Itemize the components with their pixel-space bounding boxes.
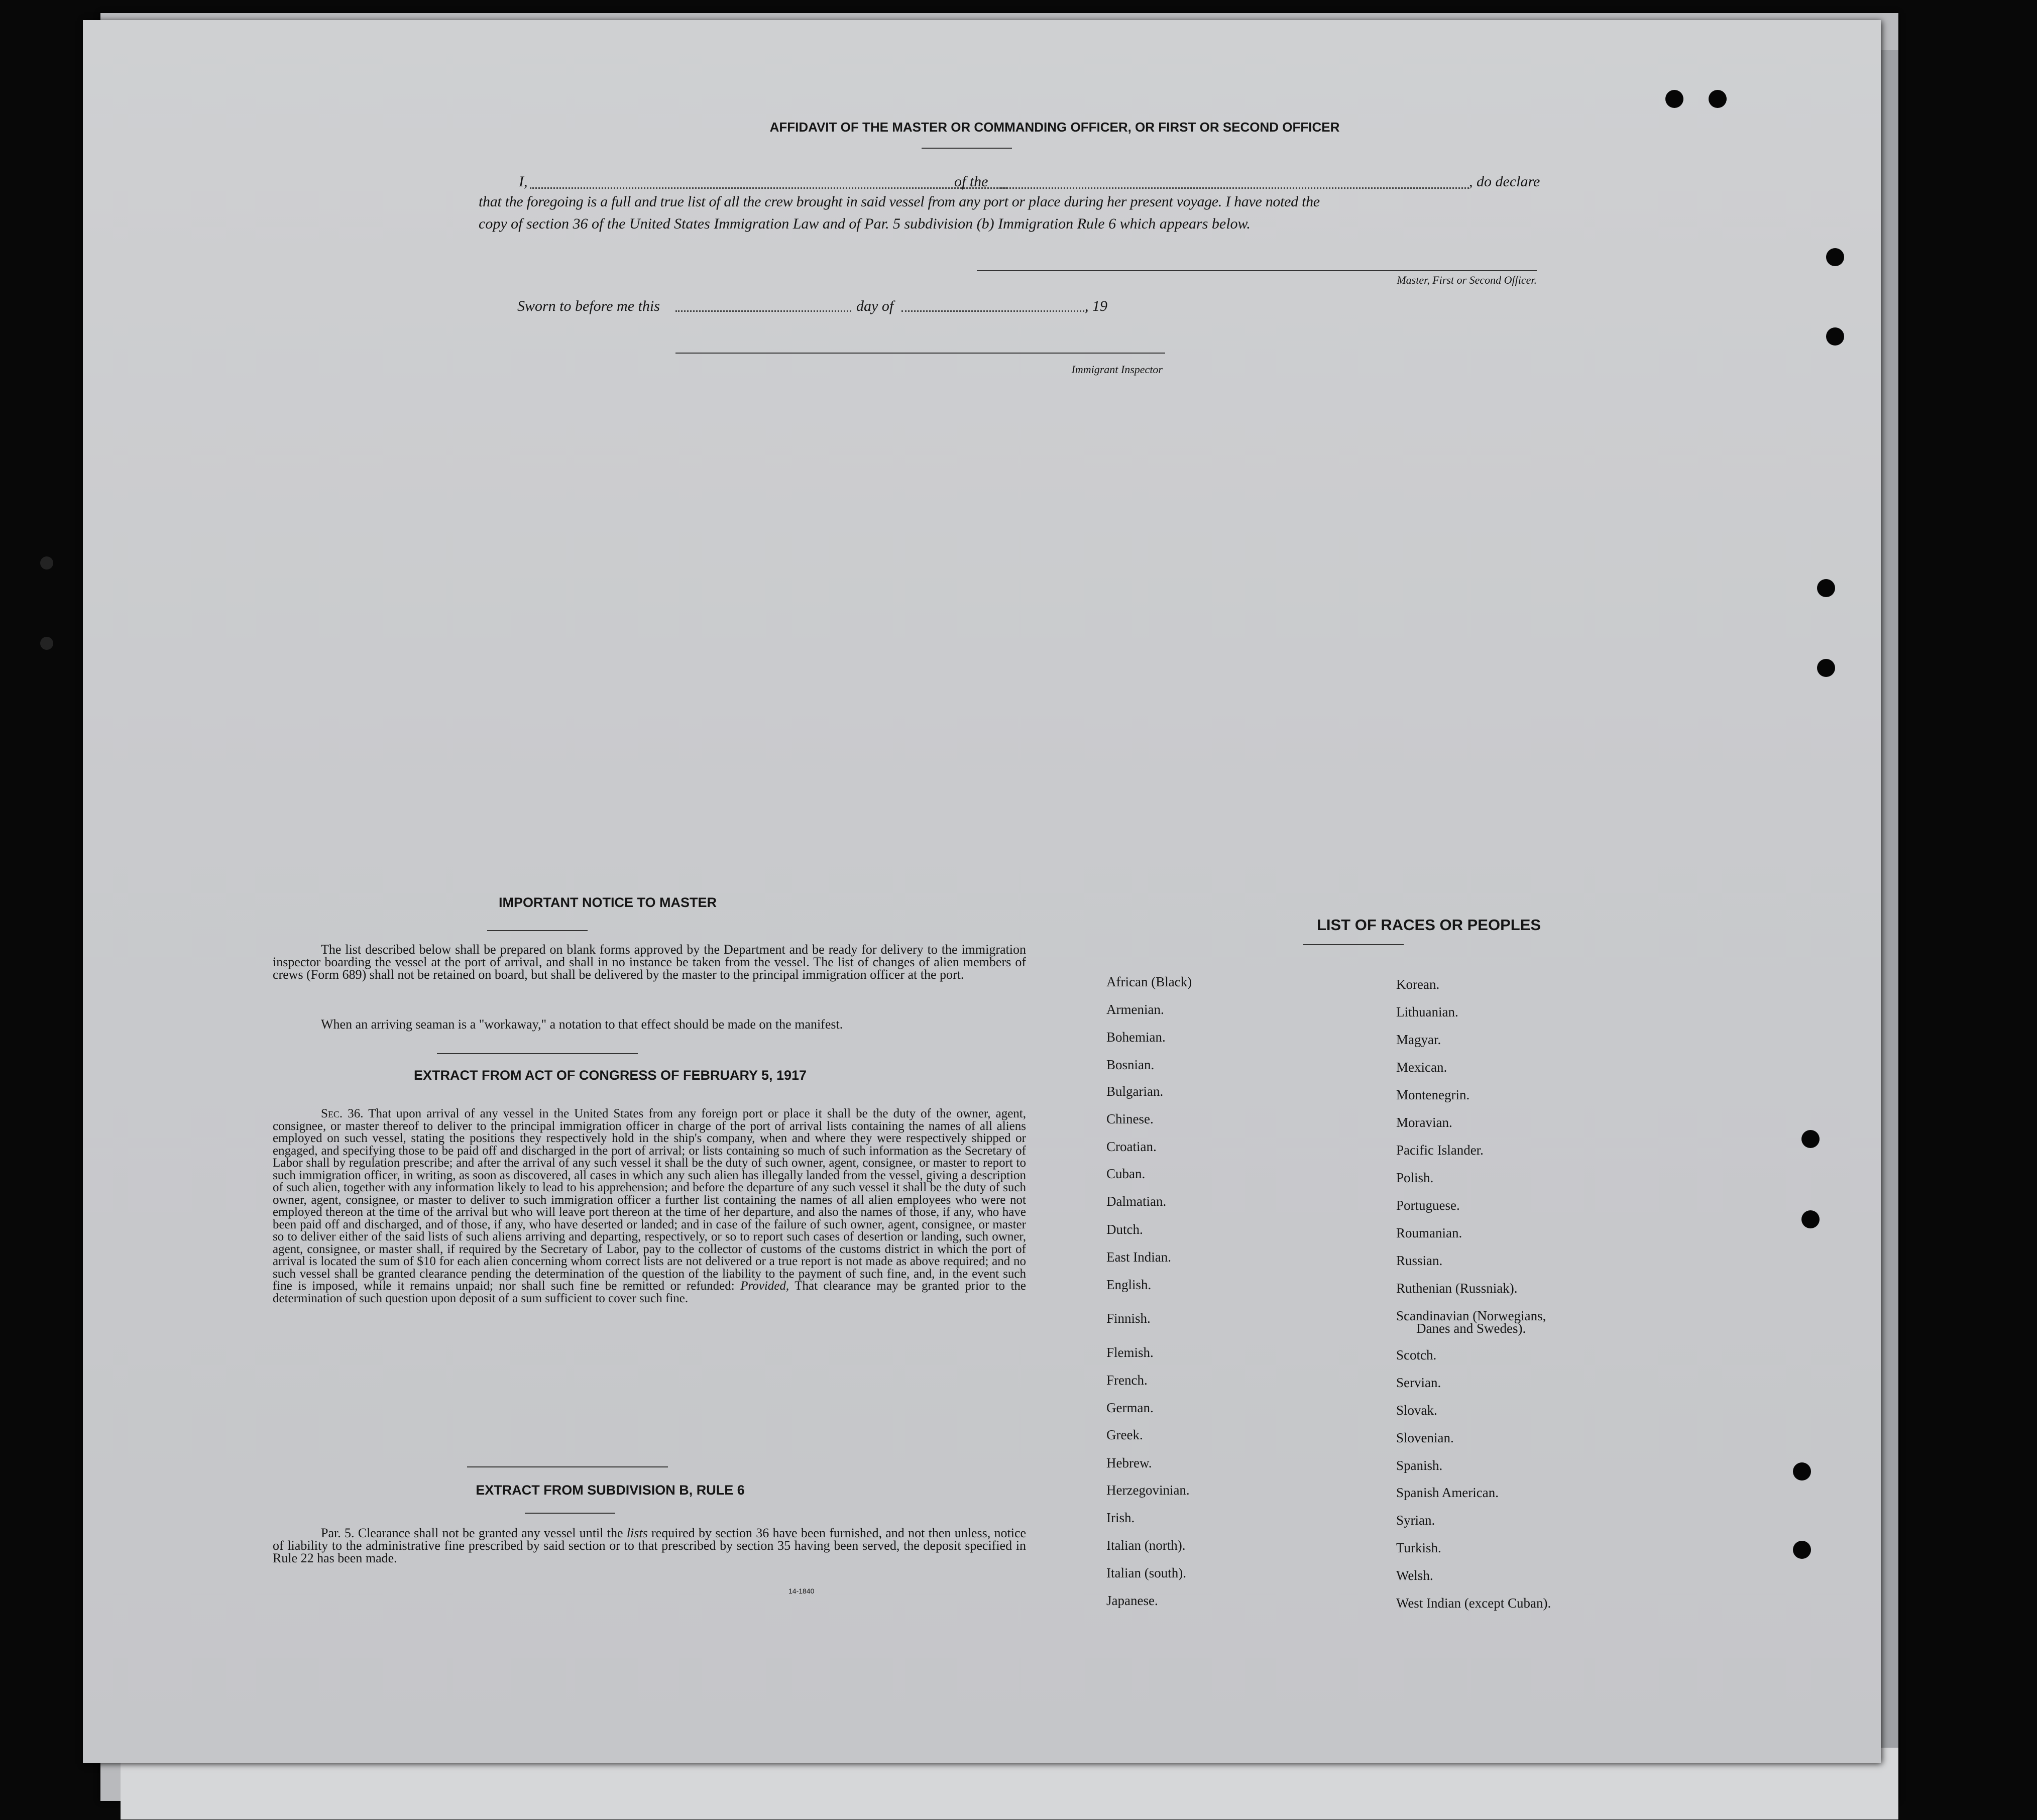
affidavit-i: I, bbox=[519, 173, 528, 190]
right-race-item: Welsh. bbox=[1396, 1568, 1433, 1583]
right-race-item: Turkish. bbox=[1396, 1540, 1441, 1555]
right-race-item: Spanish. bbox=[1396, 1458, 1443, 1473]
lists-word: lists bbox=[626, 1526, 648, 1540]
right-race-item: Polish. bbox=[1396, 1170, 1434, 1185]
extract-rule-title: EXTRACT FROM SUBDIVISION B, RULE 6 bbox=[476, 1483, 745, 1498]
left-race-item: Italian (south). bbox=[1106, 1565, 1186, 1580]
extract-act-text bbox=[273, 1108, 1026, 1305]
left-race-item: Cuban. bbox=[1106, 1166, 1146, 1181]
right-race-item: Magyar. bbox=[1396, 1032, 1441, 1047]
affidavit-title: AFFIDAVIT OF THE MASTER OR COMMANDING OFFICER, OR FIRST OR SECOND OFFICER bbox=[769, 120, 1340, 135]
right-race-item: Montenegrin. bbox=[1396, 1087, 1470, 1102]
left-race-item: Dutch. bbox=[1106, 1222, 1143, 1237]
binder-hole bbox=[40, 637, 53, 650]
sec-36-end: That clearance may be granted prior to the determination of such question upon deposit of a sum sufficient to cover such fine. bbox=[273, 1279, 1026, 1305]
binder-hole bbox=[1817, 579, 1835, 597]
form-number: 14-1840 bbox=[788, 1587, 815, 1595]
left-race-item: Japanese. bbox=[1106, 1593, 1158, 1608]
sworn-prefix: Sworn to before me this bbox=[517, 298, 660, 314]
affidavit-of-the: of the bbox=[954, 173, 988, 190]
left-race-item: Flemish. bbox=[1106, 1345, 1154, 1360]
right-race-item: Portuguese. bbox=[1396, 1198, 1460, 1213]
left-race-item: Bosnian. bbox=[1106, 1057, 1155, 1072]
right-race-item: West Indian (except Cuban). bbox=[1396, 1596, 1551, 1611]
inspector-signature-line bbox=[675, 353, 1165, 354]
binder-hole bbox=[1793, 1462, 1811, 1481]
master-signature-line bbox=[977, 270, 1537, 271]
left-race-item: Croatian. bbox=[1106, 1139, 1157, 1154]
right-race-item-continuation: Danes and Swedes). bbox=[1416, 1321, 1526, 1336]
right-race-item: Lithuanian. bbox=[1396, 1004, 1458, 1019]
binder-hole bbox=[1709, 90, 1727, 108]
right-race-item: Ruthenian (Russniak). bbox=[1396, 1281, 1518, 1296]
right-race-item: Roumanian. bbox=[1396, 1225, 1462, 1240]
left-race-item: Bulgarian. bbox=[1106, 1084, 1164, 1099]
left-race-item: East Indian. bbox=[1106, 1249, 1171, 1265]
sworn-day-blank bbox=[675, 310, 851, 312]
extract-rule-text bbox=[273, 1527, 1026, 1564]
right-race-item: Servian. bbox=[1396, 1375, 1441, 1390]
left-race-item: Irish. bbox=[1106, 1510, 1135, 1525]
par-5-start: Par. 5. Clearance shall not be granted any vessel until the bbox=[321, 1526, 623, 1540]
races-title-rule bbox=[1303, 944, 1404, 945]
right-race-item: Slovak. bbox=[1396, 1403, 1437, 1418]
extract-act-title: EXTRACT FROM ACT OF CONGRESS OF FEBRUARY 5, 1917 bbox=[413, 1068, 807, 1083]
document-page bbox=[83, 20, 1881, 1763]
right-race-item: Spanish American. bbox=[1396, 1485, 1499, 1500]
left-race-item: Finnish. bbox=[1106, 1311, 1151, 1326]
right-race-item: Moravian. bbox=[1396, 1115, 1452, 1130]
binder-hole bbox=[1801, 1130, 1820, 1148]
right-race-item: Scandinavian (Norwegians, bbox=[1396, 1308, 1546, 1323]
sworn-month-blank bbox=[901, 310, 1087, 312]
right-race-item: Russian. bbox=[1396, 1253, 1443, 1268]
binder-hole bbox=[1801, 1210, 1820, 1228]
left-race-item: Hebrew. bbox=[1106, 1455, 1152, 1470]
notice-divider bbox=[437, 1053, 638, 1054]
affidavit-do-declare: , do declare bbox=[1469, 173, 1540, 190]
binder-hole bbox=[40, 556, 53, 570]
left-race-item: French. bbox=[1106, 1373, 1148, 1388]
notice-paragraph-1: The list described below shall be prepared on blank forms approved by the Department and be ready for delivery to the immigration inspector boarding the vessel at the port of arrival, and shall in no instance be taken from the vessel. The list of changes of alien members of crews (Form 689) shall not be retained on board, but shall be delivered by the master to the principal immigration officer at the port. bbox=[273, 942, 1026, 982]
left-race-item: German. bbox=[1106, 1400, 1154, 1415]
binder-hole bbox=[1817, 659, 1835, 677]
left-race-item: Italian (north). bbox=[1106, 1538, 1186, 1553]
notice-paragraph-2: When an arriving seaman is a "workaway," a notation to that effect should be made on the manifest. bbox=[321, 1017, 843, 1032]
right-race-item: Slovenian. bbox=[1396, 1430, 1454, 1445]
inspector-label: Immigrant Inspector bbox=[1071, 363, 1163, 376]
affidavit-name-blank bbox=[530, 187, 1007, 189]
races-title: LIST OF RACES OR PEOPLES bbox=[1316, 916, 1541, 934]
provided-word: Provided, bbox=[740, 1279, 789, 1293]
right-race-item: Scotch. bbox=[1396, 1347, 1437, 1362]
affidavit-line-1 bbox=[519, 171, 1553, 193]
extract-rule-title-rule bbox=[525, 1513, 615, 1514]
affidavit-vessel-blank bbox=[997, 187, 1469, 189]
sec-36-body: That upon arrival of any vessel in the United States from any foreign port or place it shall be the duty of the owner, agent, consignee, or master thereof to deliver to the principal immigration officer in charge of the port of arrival lists containing the names of all aliens employed on such vessel, stating the positions they respectively hold in the ship's company, when and where they were respectively shipped or engaged, and specifying those to be paid off and discharged in the port of arrival; or lists containing so much of such information as the Secretary of Labor shall by regulation prescribe; and after the arrival of any such vessel it shall be the duty of such owner, agent, consignee, or master to report to such immigration officer, in writing, as soon as discovered, all cases in which any such alien has illegally landed from the vessel, giving a description of such alien, together with any information likely to lead to his apprehension; and before the departure of any such vessel it shall be the duty of such owner, agent, consignee, or master to deliver to such immigration officer a further list containing the names of all alien employees who were not employed thereon at the time of the arrival but who will leave port thereon at the time of her departure, and also the names of those, if any, who have been paid off and discharged, and of those, if any, who have deserted or landed; and in case of the failure of such owner, agent, consignee, or master so to deliver either of the said lists of such aliens arriving and departing, respectively, or so to report such cases of desertion or landing, such owner, agent, consignee, or master shall, if required by the Secretary of Labor, pay to the collector of customs of the customs district in which the port of arrival is located the sum of $10 for each alien concerning whom correct lists are not delivered or a true report is not made as above required; and no such vessel shall be granted clearance pending the determination of the question of the liability to the payment of such fine, and, in the event such fine is imposed, while it remains unpaid; nor shall such fine be remitted or refunded: bbox=[273, 1107, 1027, 1293]
binder-hole bbox=[1826, 248, 1844, 266]
left-race-item: African (Black) bbox=[1106, 974, 1192, 989]
affidavit-line-2: that the foregoing is a full and true list of all the crew brought in said vessel from any port or place during her present voyage. I have noted the bbox=[479, 193, 1320, 210]
notice-title: IMPORTANT NOTICE TO MASTER bbox=[499, 895, 717, 910]
extract-act-divider bbox=[467, 1466, 668, 1467]
sec-36-label: Sec. 36. bbox=[321, 1107, 364, 1120]
par-5-end: required by section 36 have been furnished, and not then unless, notice of liability to the administrative fine prescribed by said section or to that prescribed by section 35 having been served, the deposit specified in Rule 22 has been made. bbox=[273, 1526, 1027, 1565]
sheet-edge-strip bbox=[1881, 50, 1898, 1748]
left-race-item: Bohemian. bbox=[1106, 1030, 1166, 1045]
affidavit-title-rule bbox=[922, 148, 1012, 149]
sworn-day-of: day of bbox=[856, 298, 894, 314]
binder-hole bbox=[1665, 90, 1683, 108]
master-signature-label: Master, First or Second Officer. bbox=[1397, 274, 1537, 286]
left-race-item: English. bbox=[1106, 1277, 1152, 1292]
binder-hole bbox=[1826, 327, 1844, 346]
left-race-item: Dalmatian. bbox=[1106, 1194, 1167, 1209]
right-race-item: Syrian. bbox=[1396, 1513, 1435, 1528]
left-race-item: Herzegovinian. bbox=[1106, 1483, 1190, 1498]
affidavit-line-3: copy of section 36 of the United States Immigration Law and of Par. 5 subdivision (b) Immigration Rule 6 which appears below. bbox=[479, 215, 1251, 232]
sworn-year: , 19 bbox=[1085, 298, 1107, 314]
right-race-item: Mexican. bbox=[1396, 1060, 1447, 1075]
binder-hole bbox=[1793, 1541, 1811, 1559]
right-race-item: Pacific Islander. bbox=[1396, 1143, 1484, 1158]
notice-title-rule bbox=[487, 930, 588, 931]
left-race-item: Chinese. bbox=[1106, 1111, 1154, 1126]
left-race-item: Armenian. bbox=[1106, 1002, 1164, 1017]
left-race-item: Greek. bbox=[1106, 1427, 1143, 1442]
right-race-item: Korean. bbox=[1396, 977, 1440, 992]
